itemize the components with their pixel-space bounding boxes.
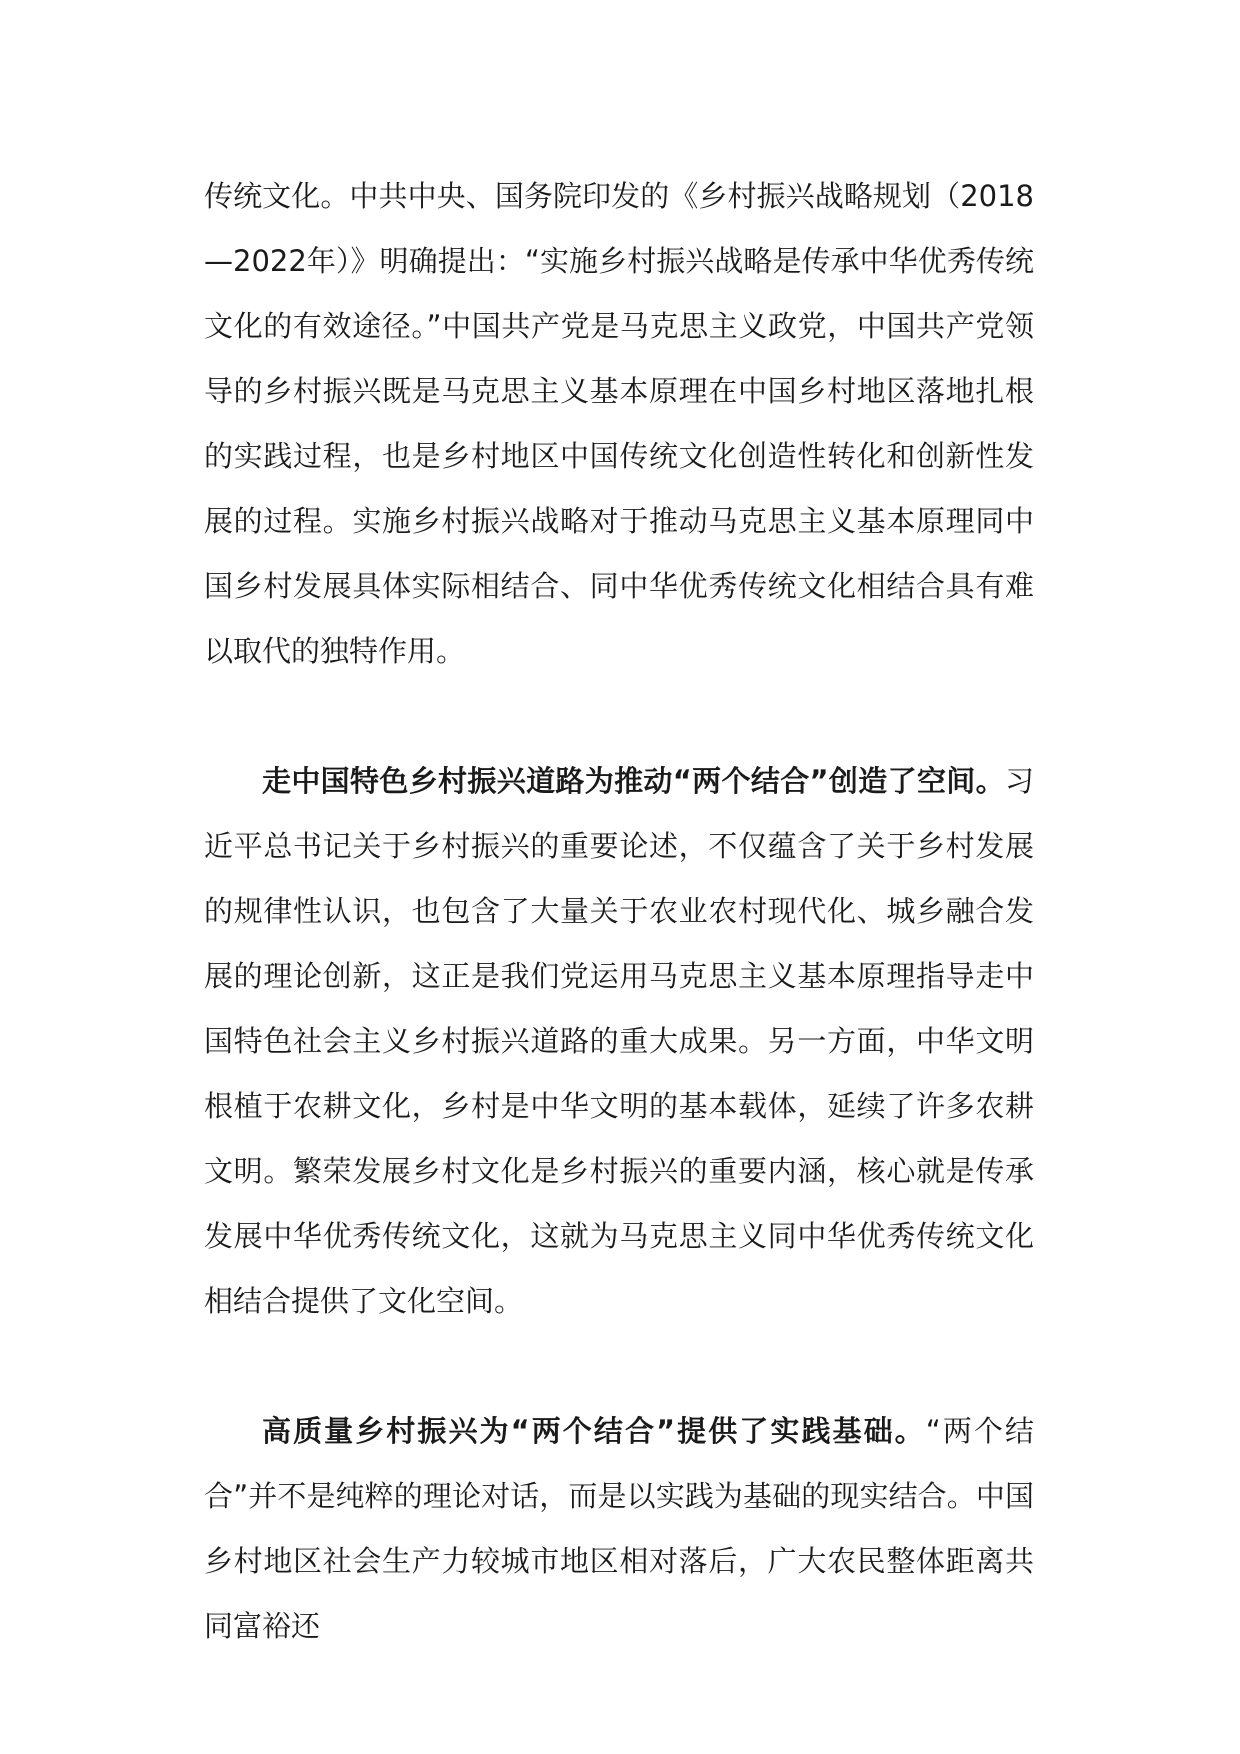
paragraph-3 — [204, 1399, 1034, 1659]
paragraph-2 — [204, 749, 1034, 1334]
paragraph-1-text: 传统文化。中共中央、国务院印发的《乡村振兴战略规划（2018—2022年）》明确提出：“实施乡村振兴战略是传承中华优秀传统文化的有效途径。”中国共产党是马克思主义政党，中国共产党领导的乡村振兴既是马克思主义基本原理在中国乡村地区落地扎根的实践过程，也是乡村地区中国传统文化创造性转化和创新性发展的过程。实施乡村振兴战略对于推动马克思主义基本原理同中国乡村发展具体实际相结合、同中华优秀传统文化相结合具有难以取代的独特作用。 — [204, 179, 1034, 668]
paragraph-3-text: “两个结合”并不是纯粹的理论对话，而是以实践为基础的现实结合。中国乡村地区社会生产力较城市地区相对落后，广大农民整体距离共同富裕还 — [204, 1414, 1034, 1643]
paragraph-2-text: 习近平总书记关于乡村振兴的重要论述，不仅蕴含了关于乡村发展的规律性认识，也包含了大量关于农业农村现代化、城乡融合发展的理论创新，这正是我们党运用马克思主义基本原理指导走中国特色社会主义乡村振兴道路的重大成果。另一方面，中华文明根植于农耕文化，乡村是中华文明的基本载体，延续了许多农耕文明。繁荣发展乡村文化是乡村振兴的重要内涵，核心就是传承发展中华优秀传统文化，这就为马克思主义同中华优秀传统文化相结合提供了文化空间。 — [204, 764, 1034, 1318]
paragraph-1 — [204, 164, 1034, 684]
paragraph-2-heading: 走中国特色乡村振兴道路为推动“两个结合”创造了空间。 — [262, 764, 1005, 798]
article-body — [204, 164, 1034, 1659]
paragraph-3-heading: 高质量乡村振兴为“两个结合”提供了实践基础。 — [262, 1414, 926, 1448]
